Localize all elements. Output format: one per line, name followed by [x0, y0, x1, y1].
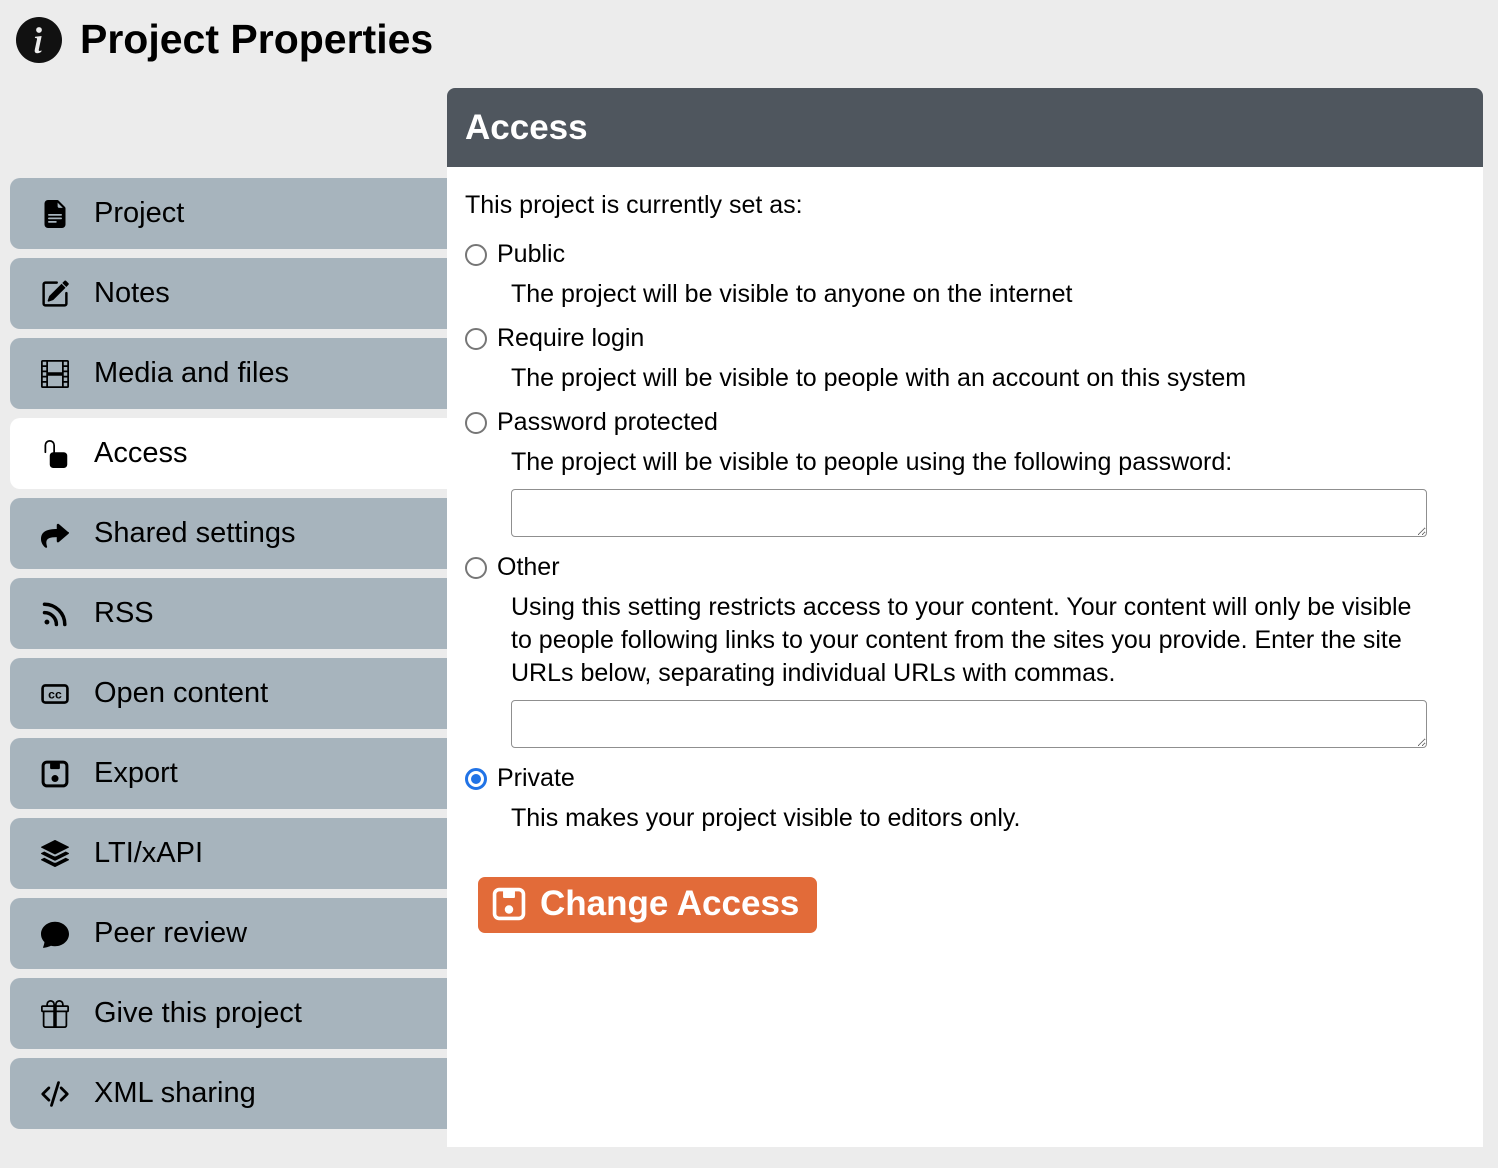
sidebar-item-label: RSS: [94, 597, 154, 629]
sidebar-item-label: Media and files: [94, 357, 290, 389]
option-private-description: This makes your project visible to editors only.: [511, 804, 1021, 832]
option-public[interactable]: [465, 240, 1427, 269]
option-password-protected-label[interactable]: Password protected: [497, 408, 718, 436]
option-password-protected-description: The project will be visible to people using the following password:: [511, 448, 1233, 476]
unlock-icon: [41, 440, 69, 468]
sidebar-item-label: Notes: [94, 277, 170, 309]
radio-public[interactable]: [465, 244, 487, 266]
sidebar-item-rss[interactable]: [10, 578, 447, 649]
sidebar-item-label: Shared settings: [94, 517, 296, 549]
option-private-label[interactable]: Private: [497, 764, 575, 792]
sidebar-item-notes[interactable]: [10, 258, 447, 329]
sidebar-item-label: Peer review: [94, 917, 248, 949]
change-access-button[interactable]: [478, 877, 817, 933]
save-icon: [492, 887, 526, 921]
option-password-protected[interactable]: [465, 408, 1427, 437]
sidebar-item-export[interactable]: [10, 738, 447, 809]
sidebar-item-label: Project: [94, 197, 185, 229]
option-other-label[interactable]: Other: [497, 553, 560, 581]
page-title: Project Properties: [80, 16, 434, 62]
site-urls-textarea[interactable]: [511, 700, 1427, 748]
password-textarea[interactable]: [511, 489, 1427, 537]
panel-header: [447, 88, 1483, 167]
option-other[interactable]: [465, 553, 1427, 582]
option-public-description: The project will be visible to anyone on the internet: [511, 280, 1073, 308]
sidebar-item-label: LTI/xAPI: [94, 837, 204, 869]
sidebar-tabs: [10, 178, 447, 1129]
sidebar-item-open-content[interactable]: [10, 658, 447, 729]
radio-other[interactable]: [465, 557, 487, 579]
code-icon: [41, 1080, 69, 1108]
chat-icon: [41, 920, 69, 948]
cc-icon: [41, 680, 69, 708]
share-arrow-icon: [41, 520, 69, 548]
panel-title: Access: [465, 107, 588, 147]
svg-text:cc: cc: [48, 687, 62, 702]
film-icon: [41, 360, 69, 388]
file-text-icon: [41, 200, 69, 228]
sidebar-item-media-and-files[interactable]: [10, 338, 447, 409]
sidebar-item-label: XML sharing: [94, 1077, 256, 1109]
change-access-label: Change Access: [540, 884, 800, 923]
sidebar-item-shared-settings[interactable]: [10, 498, 447, 569]
option-require-login[interactable]: [465, 324, 1427, 353]
option-require-login-label[interactable]: Require login: [497, 324, 645, 352]
radio-password-protected[interactable]: [465, 412, 487, 434]
sidebar-item-access[interactable]: [10, 418, 447, 489]
radio-require-login[interactable]: [465, 328, 487, 350]
option-private[interactable]: [465, 764, 1427, 793]
sidebar-item-give-this-project[interactable]: [10, 978, 447, 1049]
floppy-icon: [41, 760, 69, 788]
layers-icon: [41, 840, 69, 868]
access-panel: [447, 88, 1483, 1147]
sidebar-item-label: Open content: [94, 677, 269, 709]
intro-text: This project is currently set as:: [465, 191, 803, 219]
radio-private[interactable]: [465, 768, 487, 790]
gift-icon: [41, 1000, 69, 1028]
rss-icon: [41, 600, 69, 628]
sidebar-item-peer-review[interactable]: [10, 898, 447, 969]
sidebar-item-xml-sharing[interactable]: [10, 1058, 447, 1129]
pencil-square-icon: [41, 280, 69, 308]
sidebar-item-label: Give this project: [94, 997, 302, 1029]
sidebar-item-label: Access: [94, 437, 188, 469]
option-other-description: Using this setting restricts access to your content. Your content will only be visible to people following links to your content from the sites you provide. Enter the site URLs below, separating individual URLs with commas.: [511, 593, 1412, 687]
info-circle-icon: [16, 17, 62, 63]
option-public-label[interactable]: Public: [497, 240, 566, 268]
panel-body: [447, 167, 1483, 933]
sidebar-item-project[interactable]: [10, 178, 447, 249]
page-header: [16, 16, 433, 63]
sidebar-item-label: Export: [94, 757, 178, 789]
option-require-login-description: The project will be visible to people with an account on this system: [511, 364, 1247, 392]
sidebar-item-lti-xapi[interactable]: [10, 818, 447, 889]
